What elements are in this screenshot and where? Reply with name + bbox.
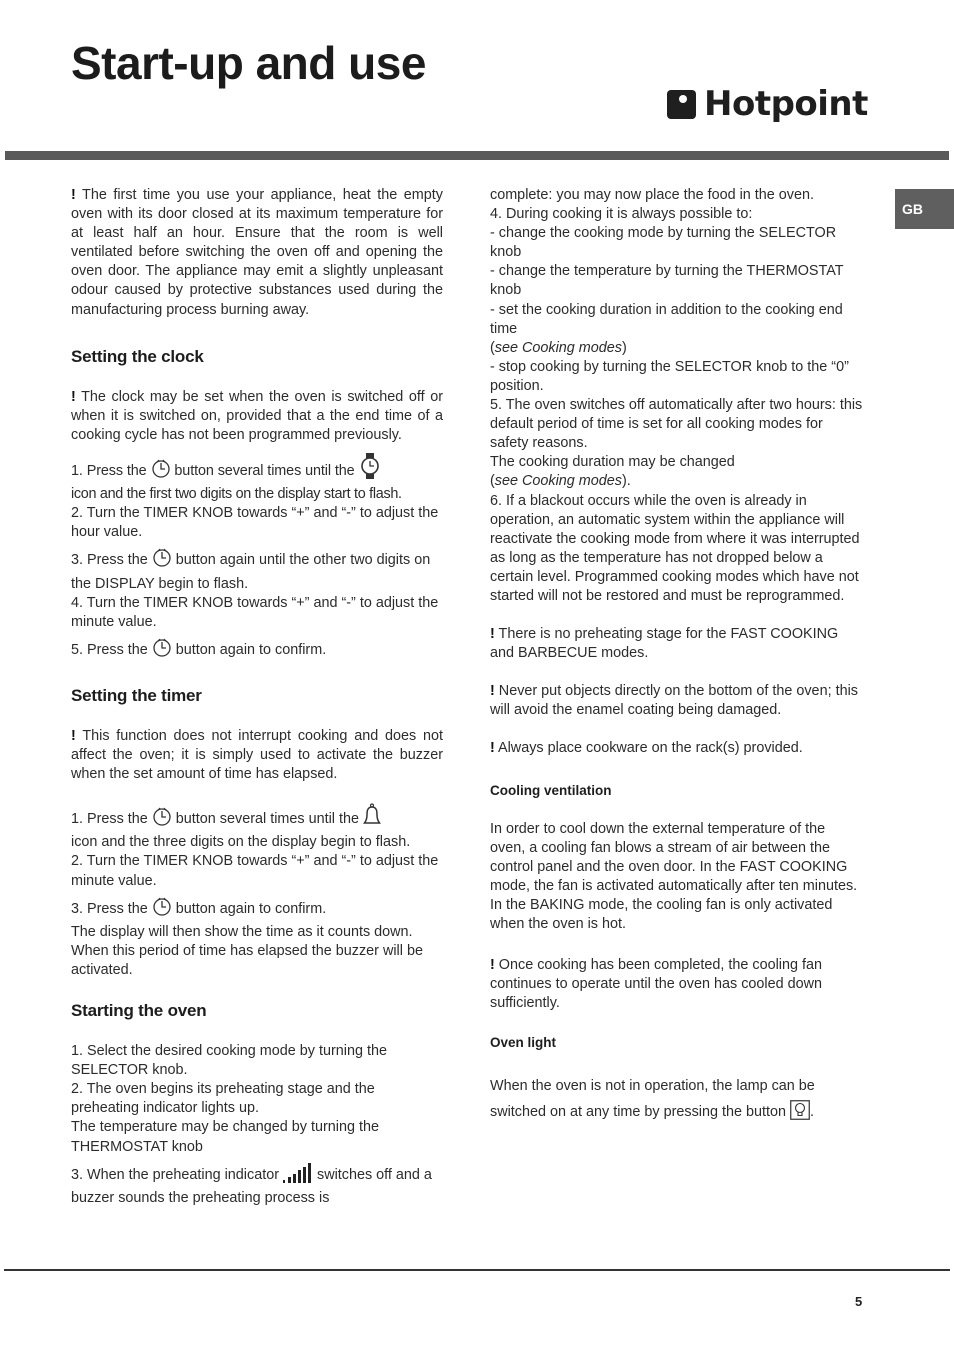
timer-step-1: [71, 803, 443, 852]
paren: ): [622, 339, 627, 356]
paren: ).: [622, 473, 631, 490]
warning-mark: !: [490, 740, 495, 757]
clock-button-icon: [152, 897, 172, 923]
language-tab: GB: [895, 189, 954, 229]
bell-icon: [363, 803, 381, 833]
timer-step-3: [71, 897, 443, 923]
clock-button-icon: [152, 807, 172, 833]
step-text: 3. When the preheating indicator: [71, 1166, 279, 1183]
note-text: Once cooking has been completed, the cooling fan continues to operate until the oven has cooled down sufficiently.: [490, 957, 823, 1012]
section-heading-cooling: Cooling ventilation: [490, 782, 612, 798]
step-text: 3. Press the: [71, 552, 148, 569]
warning-mark: !: [490, 683, 495, 700]
auto-off-text: 5. The oven switches off automatically after two hours: this default period of time is set for all cooking modes for safety reasons.: [490, 397, 863, 452]
clock-note-text: The clock may be set when the oven is switched off or when it is switched on, provided that a the end time of a cooking cycle has not been programmed previously.: [71, 388, 443, 443]
watch-icon: [359, 453, 381, 485]
clock-step-3: [71, 548, 443, 593]
page-number: 5: [855, 1294, 863, 1309]
step-text: button several times until the: [175, 811, 359, 828]
during-cooking-text: 4. During cooking it is always possible to:: [490, 206, 753, 223]
preheating-indicator-icon: [283, 1163, 313, 1189]
clock-step-4: 4. Turn the TIMER KNOB towards “+” and “-” to adjust the minute value.: [71, 594, 439, 630]
cooling-note: [490, 956, 864, 1013]
section-heading-timer: Setting the timer: [71, 685, 202, 705]
warning-mark: !: [490, 957, 495, 974]
clock-step-1: [71, 453, 443, 504]
right-column: [490, 186, 864, 1129]
cookware-note: [490, 739, 864, 758]
step-text: 3. Press the: [71, 900, 148, 917]
timer-note: [71, 727, 443, 784]
change-mode-text: - change the cooking mode by turning the SELECTOR knob: [490, 225, 837, 261]
note-text: There is no preheating stage for the FAST COOKING and BARBECUE modes.: [490, 626, 839, 662]
lamp-button-icon: [790, 1100, 810, 1129]
step-text: 1. Press the: [71, 463, 147, 480]
hotpoint-logo-icon: [667, 90, 696, 119]
clock-note: [71, 388, 443, 445]
oven-step-2: 2. The oven begins its preheating stage and the preheating indicator lights up.: [71, 1081, 375, 1117]
change-temperature-text: - change the temperature by turning the THERMOSTAT knob: [490, 263, 844, 299]
clock-button-icon: [152, 548, 172, 574]
cooking-modes-reference: [490, 339, 864, 358]
step-text: button again to confirm.: [175, 641, 327, 658]
left-column: [71, 186, 443, 1208]
footer-divider: [4, 1269, 950, 1271]
reference-link: see Cooking modes: [494, 473, 622, 490]
header-divider: [5, 151, 949, 160]
warning-mark: !: [490, 626, 495, 643]
paren: (: [490, 339, 495, 356]
step-text: 5. Press the: [71, 641, 148, 658]
section-heading-oven: Starting the oven: [71, 1001, 207, 1020]
intro-paragraph: [71, 186, 443, 320]
stop-cooking-text: - stop cooking by turning the SELECTOR knob to the “0” position.: [490, 358, 849, 394]
step-text: switches off and a buzzer sounds the preheating process is: [71, 1166, 432, 1206]
timer-note-text: This function does not interrupt cooking and does not affect the oven; it is simply used to activate the buzzer when the set amount of time has elapsed.: [71, 727, 443, 783]
warning-mark: !: [71, 727, 76, 744]
step-text: icon and the first two digits on the display start to flash.: [71, 486, 402, 503]
section-heading-light: Oven light: [490, 1035, 557, 1051]
brand-name: Hotpoint: [704, 84, 868, 124]
clock-button-icon: [152, 638, 172, 664]
preheat-complete-text: complete: you may now place the food in the oven.: [490, 187, 814, 203]
warning-mark: !: [71, 388, 76, 405]
oven-step-3: [71, 1163, 443, 1208]
timer-step-2: 2. Turn the TIMER KNOB towards “+” and “-” to adjust the minute value.: [71, 853, 439, 889]
cooking-modes-reference: [490, 472, 864, 491]
section-heading-clock: Setting the clock: [71, 346, 204, 366]
light-text: When the oven is not in operation, the lamp can be switched on at any time by pressing the button: [490, 1077, 815, 1120]
timer-countdown-text: The display will then show the time as it counts down. When this period of time has elapsed the buzzer will be activated.: [71, 923, 423, 978]
note-text: Always place cookware on the rack(s) provided.: [498, 740, 803, 757]
step-text: icon and the three digits on the display begin to flash.: [71, 834, 411, 851]
oven-step-1: 1. Select the desired cooking mode by turning the SELECTOR knob.: [71, 1043, 387, 1079]
clock-step-5: [71, 638, 443, 664]
oven-light-text: [490, 1073, 864, 1129]
step-text: button again until the other two digits on the DISPLAY begin to flash.: [71, 552, 431, 592]
paren: (: [490, 473, 495, 490]
blackout-text: 6. If a blackout occurs while the oven is already in operation, an automatic system within the appliance will reactivate the cooking mode from where it was interrupted as long as the temperature has not dropped below a certain level. Programmed cooking modes which have not started will not be restored and must be reprogrammed.: [490, 492, 860, 604]
step-text: button several times until the: [174, 463, 355, 480]
preheating-note: [490, 625, 864, 663]
set-duration-text: - set the cooking duration in addition to the cooking end time: [490, 301, 843, 337]
hotpoint-logo: [667, 84, 868, 124]
page-title: Start-up and use: [71, 37, 426, 89]
enamel-note: [490, 682, 864, 720]
cooling-text: In order to cool down the external temperature of the oven, a cooling fan blows a stream of air between the control panel and the oven door. In the FAST COOKING mode, the fan is activated automatically after ten minutes. In the BAKING mode, the cooling fan is only activated when the oven is hot.: [490, 820, 858, 933]
warning-mark: !: [71, 187, 76, 203]
reference-link: see Cooking modes: [494, 339, 622, 356]
period: .: [809, 1103, 814, 1120]
duration-change-text: The cooking duration may be changed: [490, 454, 735, 471]
step-text: button again to confirm.: [175, 900, 327, 917]
intro-text: The first time you use your appliance, heat the empty oven with its door closed at its maximum temperature for at least half an hour. Ensure that the room is well ventilated before switching the oven off and opening the oven door. The appliance may emit a slightly unpleasant odour caused by protective substances used during the manufacturing process burning away.: [71, 187, 443, 318]
note-text: Never put objects directly on the bottom of the oven; this will avoid the enamel coating being damaged.: [490, 683, 858, 719]
oven-thermostat-note: The temperature may be changed by turning the THERMOSTAT knob: [71, 1119, 379, 1155]
clock-button-icon: [151, 459, 171, 485]
step-text: 1. Press the: [71, 811, 148, 828]
clock-step-2: 2. Turn the TIMER KNOB towards “+” and “-” to adjust the hour value.: [71, 505, 439, 541]
